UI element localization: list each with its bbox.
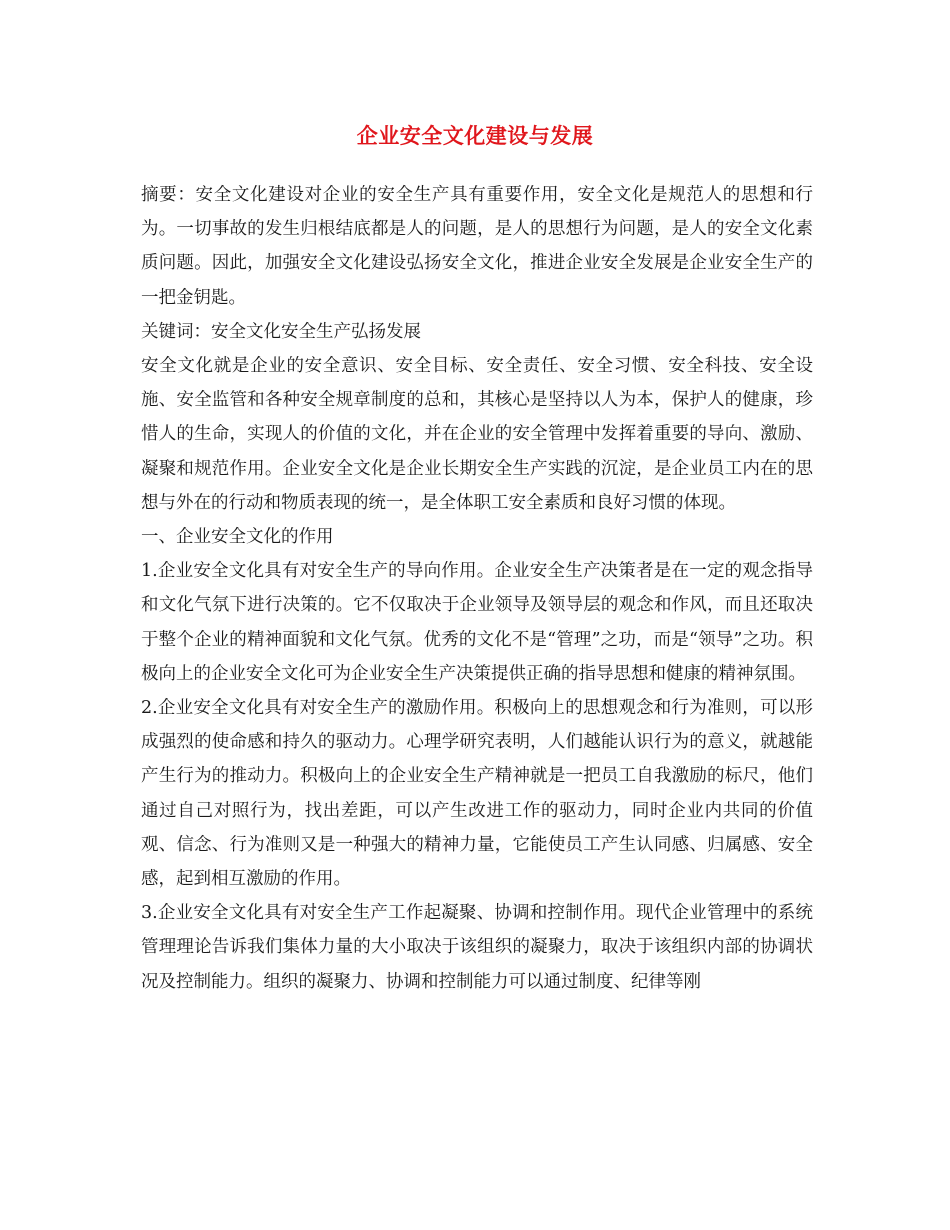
- document-body: [141, 178, 813, 999]
- intro-paragraph: 安全文化就是企业的安全意识、安全目标、安全责任、安全习惯、安全科技、安全设施、安全监管和各种安全规章制度的总和，其核心是坚持以人为本，保护人的健康，珍惜人的生命，实现人的价值的文化，并在企业的安全管理中发挥着重要的导向、激励、凝聚和规范作用。企业安全文化是企业长期安全生产实践的沉淀，是企业员工内在的思想与外在的行动和物质表现的统一，是全体职工安全素质和良好习惯的体现。: [141, 356, 813, 513]
- point-2-paragraph: 2.企业安全文化具有对安全生产的激励作用。积极向上的思想观念和行为准则，可以形成强烈的使命感和持久的驱动力。心理学研究表明，人们越能认识行为的意义，就越能产生行为的推动力。积极向上的企业安全生产精神就是一把员工自我激励的标尺，他们通过自己对照行为，找出差距，可以产生改进工作的驱动力，同时企业内共同的价值观、信念、行为准则又是一种强大的精神力量，它能使员工产生认同感、归属感、安全感，起到相互激励的作用。: [141, 698, 813, 890]
- abstract-paragraph: 摘要：安全文化建设对企业的安全生产具有重要作用，安全文化是规范人的思想和行为。一切事故的发生归根结底都是人的问题，是人的思想行为问题，是人的安全文化素质问题。因此，加强安全文化建设弘扬安全文化，推进企业安全发展是企业安全生产的一把金钥匙。: [141, 185, 813, 308]
- keywords-line: 关键词：安全文化安全生产弘扬发展: [141, 321, 421, 342]
- point-3-paragraph: 3.企业安全文化具有对安全生产工作起凝聚、协调和控制作用。现代企业管理中的系统管理理论告诉我们集体力量的大小取决于该组织的凝聚力，取决于该组织内部的协调状况及控制能力。组织的凝聚力、协调和控制能力可以通过制度、纪律等刚: [141, 903, 813, 992]
- document-title: 企业安全文化建设与发展: [356, 123, 594, 148]
- section-heading: 一、企业安全文化的作用: [141, 527, 334, 548]
- point-1-paragraph: 1.企业安全文化具有对安全生产的导向作用。企业安全生产决策者是在一定的观念指导和文化气氛下进行决策的。它不仅取决于企业领导及领导层的观念和作风，而且还取决于整个企业的精神面貌和文化气氛。优秀的文化不是“管理”之功，而是“领导”之功。积极向上的企业安全文化可为企业安全生产决策提供正确的指导思想和健康的精神氛围。: [141, 561, 813, 684]
